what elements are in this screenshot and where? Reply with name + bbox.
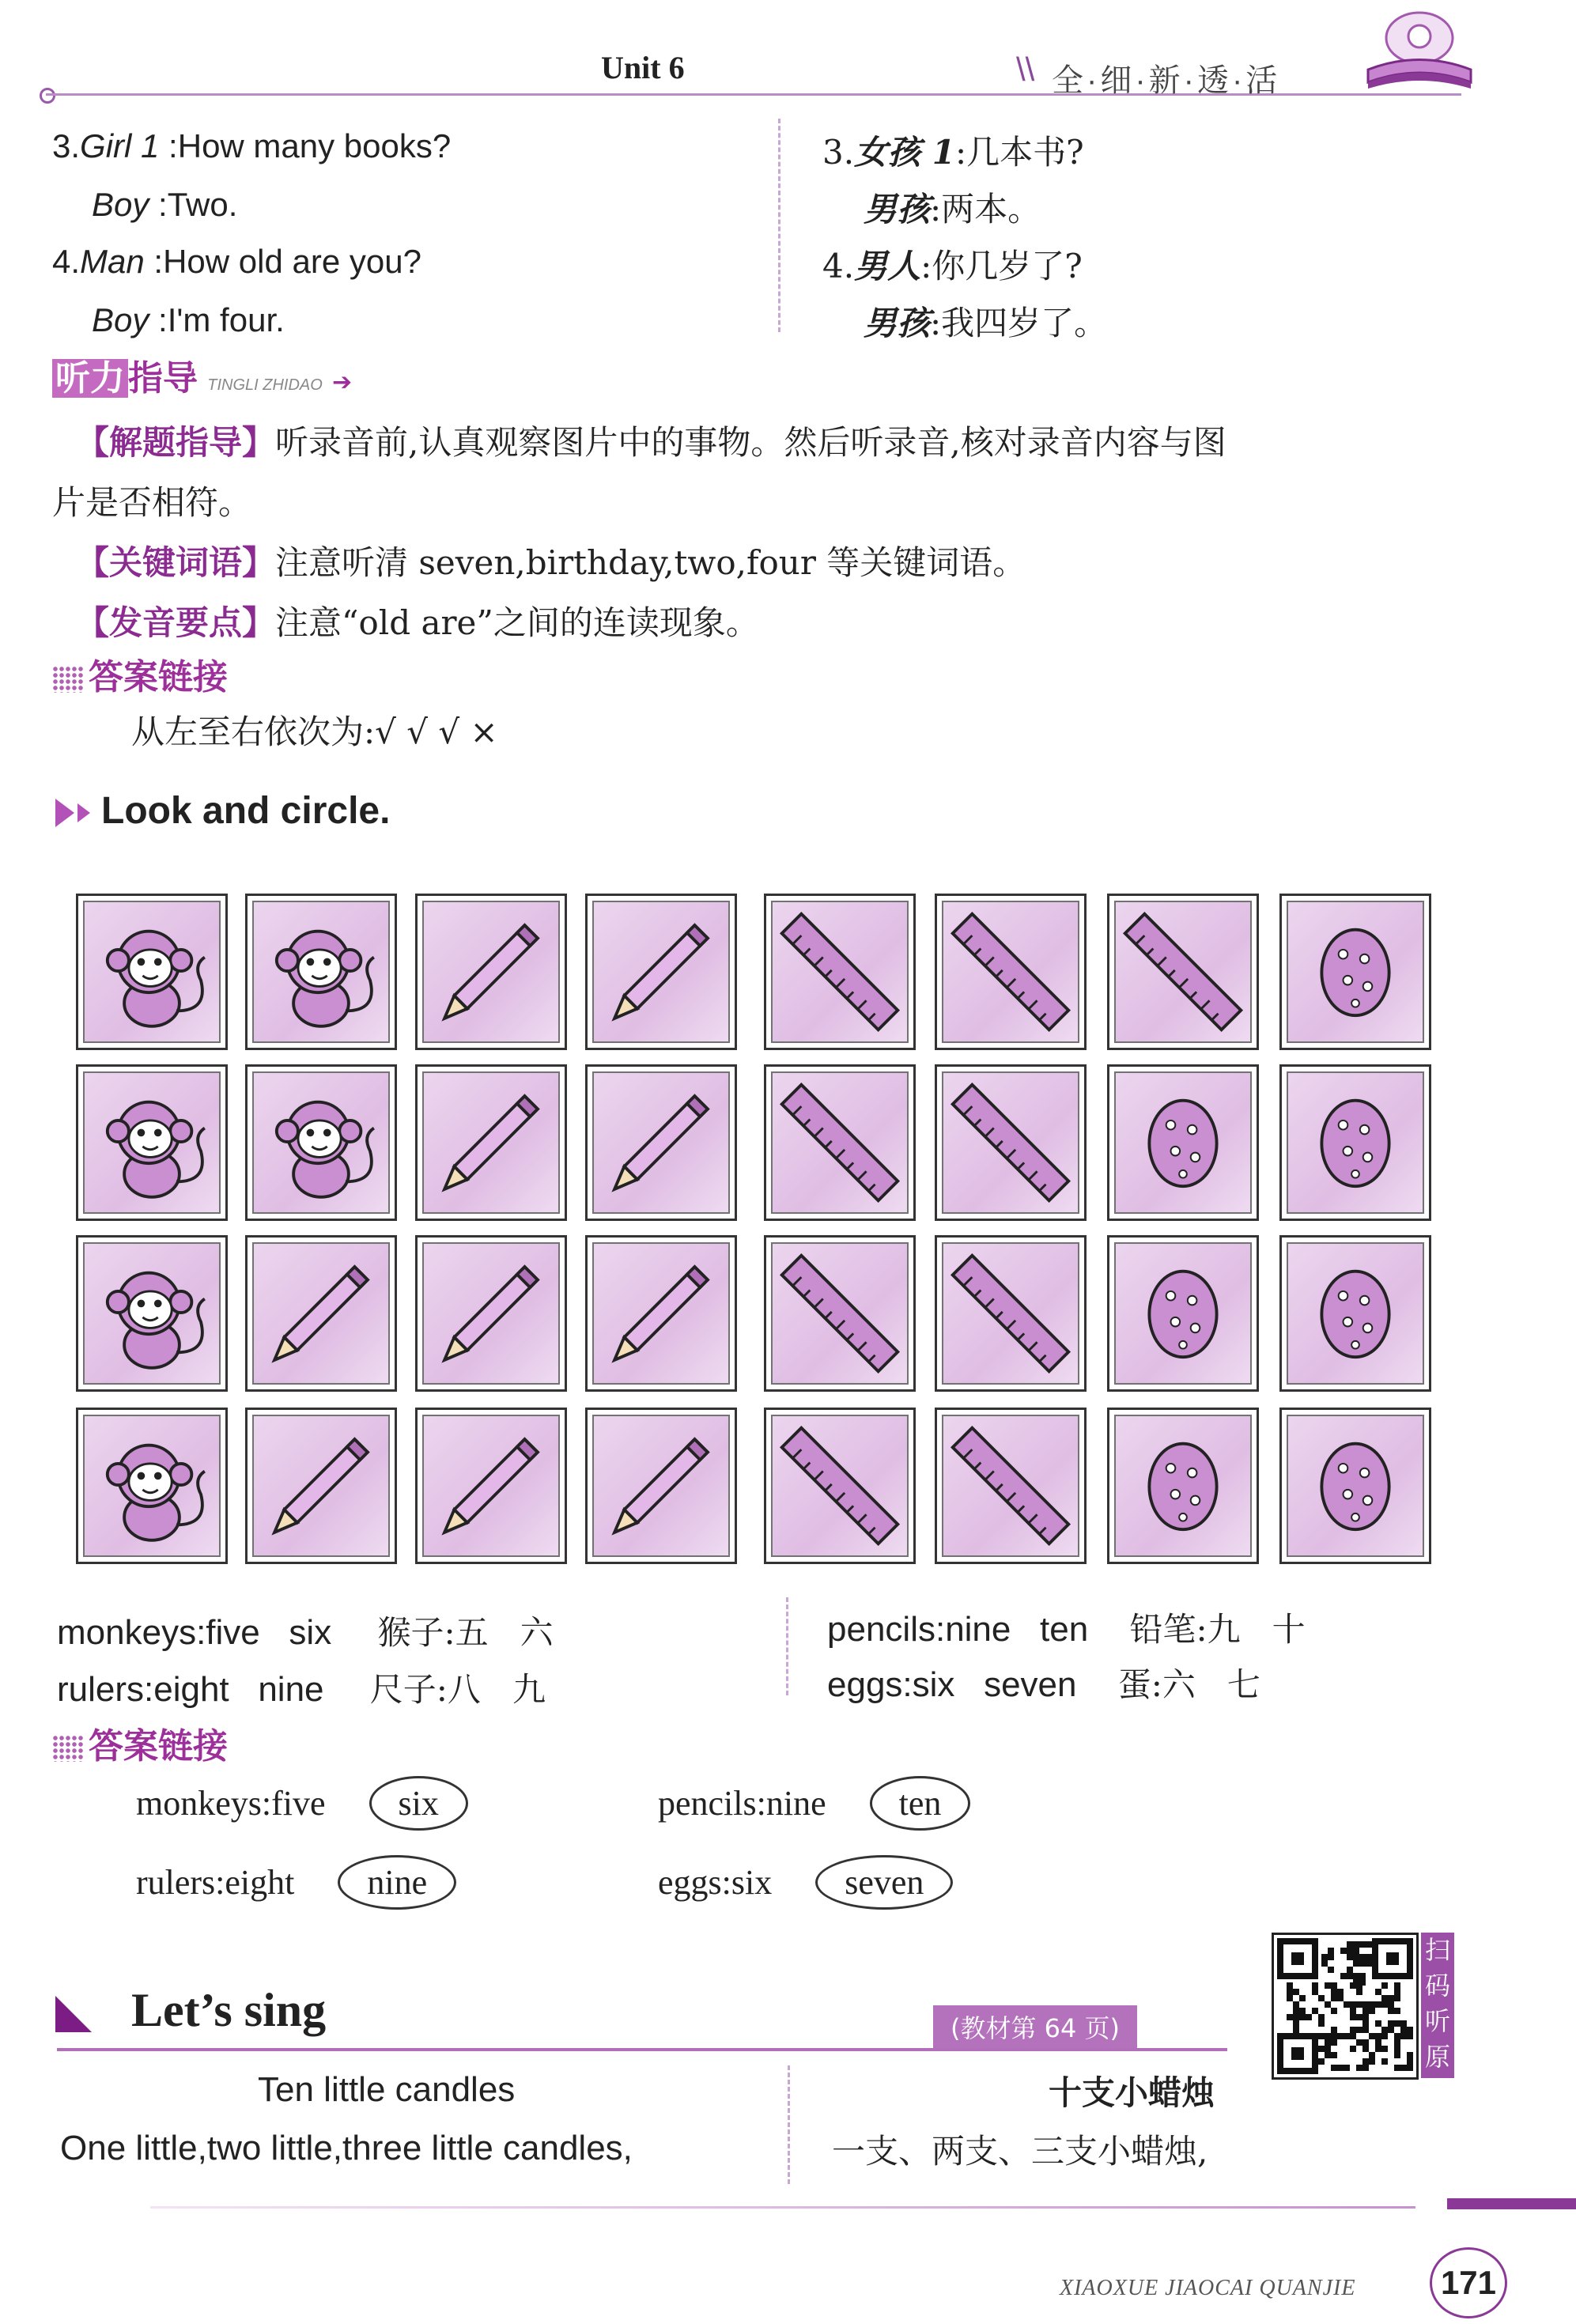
page-number: 171 [1430, 2247, 1507, 2318]
answer-rulers-circled: nine [338, 1855, 456, 1910]
answer-link-tag-2: 答案链接 [52, 1717, 228, 1768]
dialogue-en-line-2: Boy :Two. [92, 186, 238, 223]
egg-icon [1109, 1067, 1257, 1219]
lets-sing-triangle-icon [55, 1996, 92, 2032]
pencil-icon [418, 1238, 565, 1389]
ruler-icon [766, 1067, 913, 1219]
ruler-icon [1109, 896, 1257, 1048]
monkey-icon [248, 896, 395, 1048]
dialogue-en-line-4: Boy :I'm four. [92, 301, 285, 338]
book-logo-icon [1360, 6, 1479, 93]
option-eggs: eggs:six seven 蛋:六 七 [827, 1665, 1260, 1704]
grid-cell-egg-r2c8 [1279, 1064, 1431, 1221]
monkey-icon [78, 1067, 225, 1219]
egg-icon [1282, 1067, 1429, 1219]
pencil-icon [418, 896, 565, 1048]
egg-icon [1282, 896, 1429, 1048]
dialogue-zh-line-1: 3.女孩 1:几本书? [822, 133, 1084, 172]
pencil-icon [418, 1067, 565, 1219]
grid-cell-pencil-r3c4 [585, 1235, 737, 1392]
song-divider [788, 2065, 790, 2184]
grid-cell-pencil-r4c4 [585, 1408, 737, 1564]
grid-cell-pencil-r1c4 [585, 894, 737, 1050]
tip-problem-guide: 【解题指导】听录音前,认真观察图片中的事物。然后听录音,核对录音内容与图 片是否相符。 【关键词语】注意听清 seven,birthday,two,four 等关键词语。 【发音要点】注意“old are”之间的连读现象。 [52, 423, 1226, 642]
answer-monkeys: monkeys:five six [136, 1776, 468, 1831]
lets-sing-rule [57, 2048, 1227, 2051]
grid-cell-egg-r3c7 [1107, 1235, 1259, 1392]
grid-cell-monkey-r1c2 [245, 894, 397, 1050]
answer-1-text: 从左至右依次为:√ √ √ × [131, 712, 498, 751]
dialogue-zh-line-3: 4.男人:你几岁了? [822, 247, 1083, 285]
grid-cell-monkey-r2c1 [76, 1064, 228, 1221]
answer-monkeys-circled: six [369, 1776, 468, 1831]
egg-icon [1109, 1410, 1257, 1562]
ruler-icon [937, 1410, 1084, 1562]
pencil-icon [588, 1238, 735, 1389]
song-line-en: One little,two little,three little candles, [60, 2129, 633, 2167]
song-title-en: Ten little candles [258, 2070, 516, 2109]
dialogue-zh-line-4: 男孩:我四岁了。 [864, 304, 1108, 342]
grid-cell-pencil-r4c2 [245, 1408, 397, 1564]
grid-cell-egg-r3c8 [1279, 1235, 1431, 1392]
grid-cell-monkey-r1c1 [76, 894, 228, 1050]
grid-cell-ruler-r1c7 [1107, 894, 1259, 1050]
answer-link-tag-1: 答案链接 [52, 648, 228, 699]
footer-series: XIAOXUE JIAOCAI QUANJIE [1060, 2276, 1356, 2300]
pencil-icon [588, 1067, 735, 1219]
footer-bar [1447, 2198, 1576, 2209]
grid-cell-ruler-r1c5 [764, 894, 916, 1050]
textbook-page-ref: (教材第 64 页) [933, 2005, 1137, 2048]
pencil-icon [418, 1410, 565, 1562]
answer-pencils: pencils:nine ten [658, 1776, 970, 1831]
grid-cell-egg-r4c8 [1279, 1408, 1431, 1564]
ruler-icon [766, 1410, 913, 1562]
monkey-icon [78, 1238, 225, 1389]
answer-eggs: eggs:six seven [658, 1855, 953, 1910]
grid-cell-pencil-r1c3 [415, 894, 567, 1050]
option-monkeys: monkeys:five six 猴子:五 六 [57, 1613, 554, 1652]
header-dot [40, 88, 55, 104]
header-slash-icon: \\ [1016, 51, 1035, 88]
dialogue-divider [778, 119, 780, 332]
qr-code-icon[interactable] [1272, 1933, 1419, 2080]
grid-cell-pencil-r4c3 [415, 1408, 567, 1564]
grid-cell-ruler-r4c6 [935, 1408, 1087, 1564]
grid-cell-pencil-r2c4 [585, 1064, 737, 1221]
grid-cell-egg-r4c7 [1107, 1408, 1259, 1564]
pencil-icon [248, 1238, 395, 1389]
egg-icon [1109, 1238, 1257, 1389]
grid-cell-ruler-r2c6 [935, 1064, 1087, 1221]
grid-cell-monkey-r4c1 [76, 1408, 228, 1564]
answer-pencils-circled: ten [870, 1776, 971, 1831]
grid-cell-pencil-r3c2 [245, 1235, 397, 1392]
look-and-circle-title: Look and circle. [55, 789, 390, 833]
grid-cell-ruler-r1c6 [935, 894, 1087, 1050]
footer-rule [150, 2206, 1415, 2209]
grid-cell-ruler-r4c5 [764, 1408, 916, 1564]
egg-icon [1282, 1238, 1429, 1389]
pencil-icon [248, 1410, 395, 1562]
ruler-icon [937, 1067, 1084, 1219]
pencil-icon [588, 896, 735, 1048]
grid-cell-ruler-r3c5 [764, 1235, 916, 1392]
ruler-icon [766, 896, 913, 1048]
ruler-icon [937, 896, 1084, 1048]
monkey-icon [248, 1067, 395, 1219]
monkey-icon [78, 1410, 225, 1562]
grid-cell-monkey-r3c1 [76, 1235, 228, 1392]
listening-guide-tag: 听力指导 TINGLI ZHIDAO ➔ [52, 350, 352, 400]
monkey-icon [78, 896, 225, 1048]
grid-cell-ruler-r2c5 [764, 1064, 916, 1221]
ruler-icon [766, 1238, 913, 1389]
ruler-icon [937, 1238, 1084, 1389]
grid-cell-pencil-r3c3 [415, 1235, 567, 1392]
egg-icon [1282, 1410, 1429, 1562]
pencil-icon [588, 1410, 735, 1562]
option-pencils: pencils:nine ten 铅笔:九 十 [827, 1610, 1306, 1649]
song-title-zh: 十支小蜡烛 [1049, 2073, 1215, 2112]
unit-title: Unit 6 [601, 50, 685, 85]
grid-cell-egg-r1c8 [1279, 894, 1431, 1050]
option-rulers: rulers:eight nine 尺子:八 九 [57, 1670, 546, 1709]
grid-cell-egg-r2c7 [1107, 1064, 1259, 1221]
options-divider [786, 1597, 788, 1695]
header-slogan: 全·细·新·透·活 [1052, 63, 1281, 98]
grid-cell-pencil-r2c3 [415, 1064, 567, 1221]
answer-rulers: rulers:eight nine [136, 1855, 456, 1910]
dialogue-zh-line-2: 男孩:两本。 [864, 190, 1041, 229]
scan-to-listen-label: 扫 码 听 原 [1421, 1933, 1454, 2078]
grid-cell-monkey-r2c2 [245, 1064, 397, 1221]
dialogue-en-line-1: 3.Girl 1 :How many books? [52, 127, 452, 164]
answer-eggs-circled: seven [815, 1855, 953, 1910]
song-line-zh: 一支、两支、三支小蜡烛, [832, 2132, 1208, 2171]
dialogue-en-line-3: 4.Man :How old are you? [52, 243, 421, 280]
lets-sing-title: Let’s sing [131, 1984, 327, 2036]
grid-cell-ruler-r3c6 [935, 1235, 1087, 1392]
